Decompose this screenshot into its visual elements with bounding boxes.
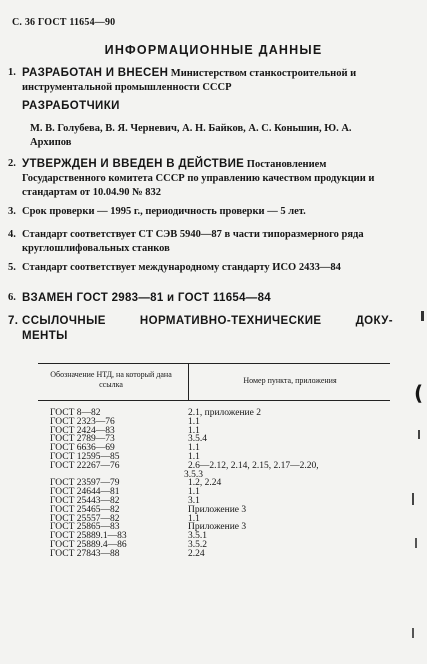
paragraph-text: Стандарт соответствует международному стандарту ИСО 2433—84 xyxy=(22,262,341,273)
scan-mark xyxy=(421,311,424,321)
table-cell-clause: 1.1 xyxy=(188,425,200,436)
paragraph-6 xyxy=(8,291,393,305)
developers-heading: РАЗРАБОТЧИКИ xyxy=(22,100,120,112)
table-row xyxy=(38,462,390,471)
scan-mark xyxy=(415,538,417,548)
scan-mark xyxy=(412,493,414,505)
paragraph-word: МЕНТЫ xyxy=(22,330,68,342)
paragraph-2 xyxy=(8,157,393,200)
paragraph-number: 1. xyxy=(8,67,16,78)
table-cell-document: ГОСТ 24644—81 xyxy=(50,487,120,498)
table-cell-clause: 3.5.2 xyxy=(188,539,207,550)
table-cell-clause: 2.6—2.12, 2.14, 2.15, 2.17—2.20, xyxy=(188,460,319,471)
table-cell-clause: 2.1, приложение 2 xyxy=(188,408,261,418)
page-title: ИНФОРМАЦИОННЫЕ ДАННЫЕ xyxy=(104,43,323,57)
table-cell-document: ГОСТ 2789—73 xyxy=(50,434,115,445)
paragraph-word: ССЫЛОЧНЫЕ xyxy=(22,315,106,327)
paragraph-7 xyxy=(8,314,393,344)
table-cell-document: ГОСТ 25889.1—83 xyxy=(50,531,127,542)
column-header-clause: Номер пункта, приложения xyxy=(243,376,337,385)
table-cell-document: ГОСТ 8—82 xyxy=(50,408,101,418)
paragraph-lead: УТВЕРЖДЕН И ВВЕДЕН В ДЕЙСТВИЕ xyxy=(22,158,245,170)
paragraph-lead: РАЗРАБОТАН И ВНЕСЕН xyxy=(22,67,169,79)
table-cell-document: ГОСТ 6636—69 xyxy=(50,443,115,454)
paragraph-number: 7. xyxy=(8,315,19,327)
table-cell-document: ГОСТ 25557—82 xyxy=(50,513,120,524)
developers-list: М. В. Голубева, В. Я. Черневич, А. Н. Байков, А. С. Коньшин, Ю. А. Архипов xyxy=(30,123,352,148)
paragraph-3 xyxy=(8,205,393,219)
table-cell-clause: Приложение 3 xyxy=(188,504,247,515)
scan-mark xyxy=(418,430,420,439)
table-row xyxy=(38,550,390,559)
paragraph-number: 3. xyxy=(8,206,16,217)
table-cell-clause: 1.1 xyxy=(188,487,200,498)
paragraph-text: Министерством станкостроительной и инструментальной промышленности СССР xyxy=(22,68,357,93)
table-cell-clause: 3.1 xyxy=(188,495,200,506)
table-cell-clause: 1.1 xyxy=(188,451,200,462)
table-cell-document: ГОСТ 22267—76 xyxy=(50,460,120,471)
paragraph-number: 6. xyxy=(8,292,16,303)
scan-mark: ( xyxy=(414,381,424,405)
paragraph-number: 5. xyxy=(8,262,16,273)
table-cell-clause: 1.1 xyxy=(188,416,200,427)
table-cell-clause: 3.5.4 xyxy=(188,434,207,445)
table-cell-clause: 3.5.1 xyxy=(188,531,207,542)
paragraph-4 xyxy=(8,228,393,256)
paragraph-5 xyxy=(8,261,393,275)
table-cell-document: ГОСТ 27843—88 xyxy=(50,548,120,559)
table-cell-clause: 1.1 xyxy=(188,443,200,454)
table-cell-clause: Приложение 3 xyxy=(188,522,247,533)
paragraph-word: ДОКУ- xyxy=(355,315,393,327)
references-table xyxy=(38,363,390,559)
table-cell-document: ГОСТ 2424—83 xyxy=(50,425,115,436)
table-cell-document: ГОСТ 25465—82 xyxy=(50,504,120,515)
table-cell-document: ГОСТ 25889.4—86 xyxy=(50,539,127,550)
paragraph-word: НОРМАТИВНО-ТЕХНИЧЕСКИЕ xyxy=(139,315,322,327)
paragraph-text: Постановлением Государственного комитета СССР по управлению качеством продукции и стандартам от 10.04.90 № 832 xyxy=(22,159,375,198)
table-cell-clause: 3.5.3 xyxy=(184,469,203,480)
table-body xyxy=(38,409,390,559)
table-cell-document: ГОСТ 25865—83 xyxy=(50,522,120,533)
table-cell-clause: 2.24 xyxy=(188,548,205,559)
paragraph-text: ВЗАМЕН ГОСТ 2983—81 и ГОСТ 11654—84 xyxy=(22,292,271,304)
table-cell-clause: 1.1 xyxy=(188,513,200,524)
paragraph-number: 4. xyxy=(8,229,16,240)
table-cell-document: ГОСТ 2323—76 xyxy=(50,416,115,427)
column-divider xyxy=(188,364,189,400)
paragraph-number: 2. xyxy=(8,158,16,169)
column-header-document: Обозначение НТД, на который дана ссылка xyxy=(50,370,172,389)
table-cell-clause: 1.2, 2.24 xyxy=(188,478,222,489)
paragraph-text: Срок проверки — 1995 г., периодичность проверки — 5 лет. xyxy=(22,206,306,217)
table-cell-document: ГОСТ 25443—82 xyxy=(50,495,120,506)
page-header: С. 36 ГОСТ 11654—90 xyxy=(12,17,116,28)
paragraph-text: Стандарт соответствует СТ СЭВ 5940—87 в части типоразмерного ряда круглошлифовальных станков xyxy=(22,229,364,254)
paragraph-1 xyxy=(8,66,393,95)
table-header xyxy=(38,363,390,401)
table-cell-document: ГОСТ 12595—85 xyxy=(50,451,120,462)
scan-mark xyxy=(412,628,414,638)
table-cell-document: ГОСТ 23597—79 xyxy=(50,478,120,489)
